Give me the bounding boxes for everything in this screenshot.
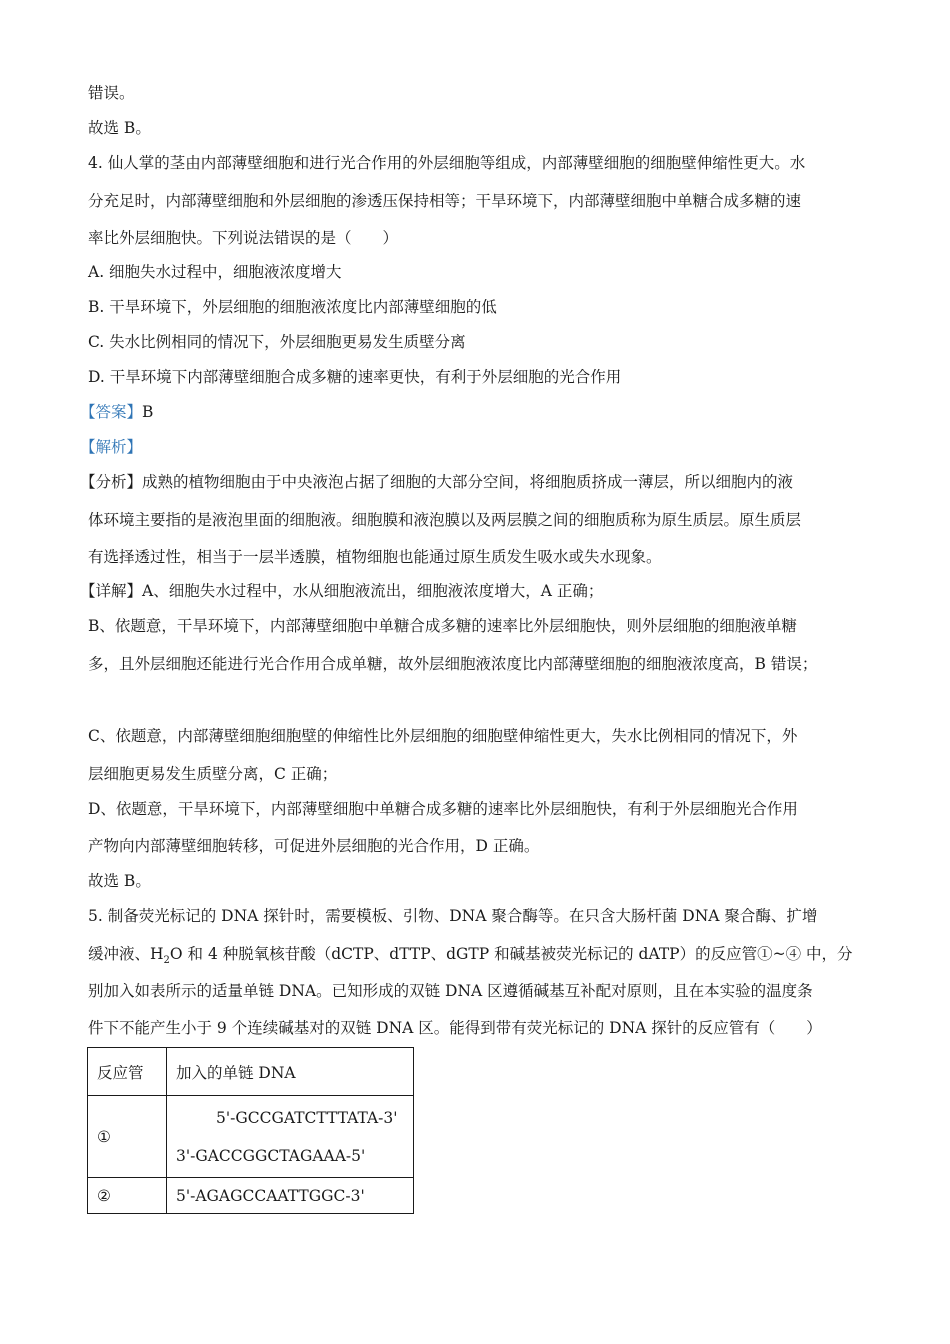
q4-xiangjie-line-5: 层细胞更易发生质壁分离，C 正确； <box>88 765 338 783</box>
dna-table <box>87 1047 414 1214</box>
q4-fenxi-line-2: 体环境主要指的是液泡里面的细胞液。细胞膜和液泡膜以及两层膜之间的细胞质称为原生质层。原生质层 <box>88 511 802 529</box>
previous-answer-tail: 错误。 <box>88 84 135 102</box>
dna-sequence: 5'-AGAGCCAATTGGC-3' <box>167 1178 414 1214</box>
q4-xiangjie-line-6: D、依题意，干旱环境下，内部薄壁细胞中单糖合成多糖的速率比外层细胞快，有利于外层细胞光合作用 <box>88 800 798 818</box>
q4-answer <box>80 402 153 422</box>
q5-stem-line-4: 件下不能产生小于 9 个连续碱基对的双链 DNA 区。能得到带有荧光标记的 DNA 探针的反应管有（ ） <box>88 1019 822 1037</box>
q4-stem-line-3: 率比外层细胞快。下列说法错误的是（ ） <box>88 229 399 247</box>
q4-choice: 故选 B。 <box>88 872 151 890</box>
table-header-row <box>88 1048 414 1096</box>
q4-xiangjie-line-4: C、依题意，内部薄壁细胞细胞壁的伸缩性比外层细胞的细胞壁伸缩性更大，失水比例相同的情况下，外 <box>88 727 798 745</box>
dna-sequence: 3'-GACCGGCTAGAAA-5' <box>176 1146 366 1165</box>
q4-stem-line-1: 4. 仙人掌的茎由内部薄壁细胞和进行光合作用的外层细胞等组成，内部薄壁细胞的细胞壁伸缩性更大。水 <box>88 154 806 172</box>
tube-number: ① <box>88 1096 167 1178</box>
q4-xiangjie-line-7: 产物向内部薄壁细胞转移，可促进外层细胞的光合作用，D 正确。 <box>88 837 540 855</box>
q4-xiangjie-line-3: 多，且外层细胞还能进行光合作用合成单糖，故外层细胞液浓度比内部薄壁细胞的细胞液浓度高，B 错误； <box>88 655 818 673</box>
analysis-tag: 【解析】 <box>80 438 143 456</box>
answer-value: B <box>142 403 154 421</box>
answer-tag: 【答案】 <box>80 403 143 421</box>
q5-stem-line-2-part-a: 缓冲液、H <box>88 945 164 963</box>
ssdna-cell <box>167 1096 414 1178</box>
table-row <box>88 1178 414 1214</box>
header-ssdna: 加入的单链 DNA <box>167 1048 414 1096</box>
q4-option-c: C. 失水比例相同的情况下，外层细胞更易发生质壁分离 <box>88 333 466 351</box>
q4-option-b: B. 干旱环境下，外层细胞的细胞液浓度比内部薄壁细胞的低 <box>88 298 497 316</box>
q4-fenxi-line-1: 【分析】成熟的植物细胞由于中央液泡占据了细胞的大部分空间，将细胞质挤成一薄层，所以细胞内的液 <box>80 473 794 491</box>
table-row <box>88 1096 414 1178</box>
q4-option-a: A. 细胞失水过程中，细胞液浓度增大 <box>88 263 342 281</box>
q5-stem-line-1: 5. 制备荧光标记的 DNA 探针时，需要模板、引物、DNA 聚合酶等。在只含大肠杆菌 DNA 聚合酶、扩增 <box>88 907 818 925</box>
header-tube: 反应管 <box>88 1048 167 1096</box>
q5-stem-line-2-part-b: O 和 4 种脱氧核苷酸（dCTP、dTTP、dGTP 和碱基被荧光标记的 dATP）的反应管①~④ 中，分 <box>169 945 853 963</box>
dna-sequence: 5'-GCCGATCTTTATA-3' <box>216 1108 398 1127</box>
q4-option-d: D. 干旱环境下内部薄壁细胞合成多糖的速率更快，有利于外层细胞的光合作用 <box>88 368 622 386</box>
previous-choice: 故选 B。 <box>88 119 151 137</box>
q5-stem-line-2 <box>88 944 853 971</box>
q4-xiangjie-line-2: B、依题意，干旱环境下，内部薄壁细胞中单糖合成多糖的速率比外层细胞快，则外层细胞的细胞液单糖 <box>88 617 797 635</box>
q4-xiangjie-line-1: 【详解】A、细胞失水过程中，水从细胞液流出，细胞液浓度增大，A 正确； <box>80 582 604 600</box>
h2o-subscript: 2 <box>163 955 170 967</box>
tube-number: ② <box>88 1178 167 1214</box>
q4-fenxi-line-3: 有选择透过性，相当于一层半透膜，植物细胞也能通过原生质发生吸水或失水现象。 <box>88 548 662 566</box>
q5-stem-line-3: 别加入如表所示的适量单链 DNA。已知形成的双链 DNA 区遵循碱基互补配对原则，且在本实验的温度条 <box>88 982 813 1000</box>
q4-stem-line-2: 分充足时，内部薄壁细胞和外层细胞的渗透压保持相等；干旱环境下，内部薄壁细胞中单糖合成多糖的速 <box>88 192 802 210</box>
